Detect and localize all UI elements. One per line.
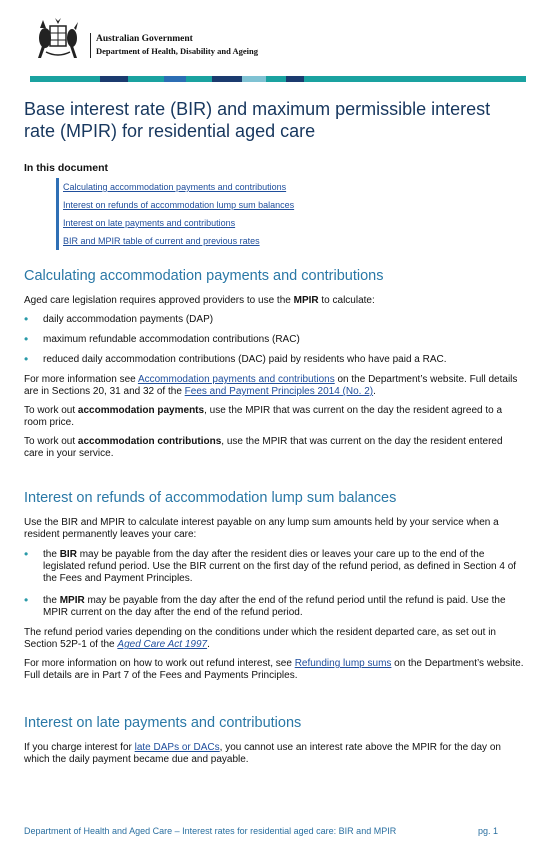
- toc-link-rates-table[interactable]: BIR and MPIR table of current and previous rates: [63, 236, 260, 246]
- refunding-lump-sums-link[interactable]: Refunding lump sums: [294, 658, 392, 669]
- header-color-bar: [30, 76, 526, 82]
- page-title: Base interest rate (BIR) and maximum permissible interest rate (MPIR) for residential aged care: [24, 99, 491, 141]
- paragraph: For more information see Accommodation payments and contributions on the Department’s website. Full details are in Sections 20, 31 and 32 of the Fees and Payment Principles 2014 (No. 2).: [24, 374, 518, 397]
- paragraph: Aged care legislation requires approved providers to use the MPIR to calculate:: [24, 295, 375, 306]
- section-late-payments: [24, 714, 524, 773]
- list-item: • the BIR may be payable from the day after the resident dies or leaves your care up to the end of the legislated refund period. Use the BIR current on the first day of the refund period, as defined in Section 4 of the Fees and Payment Principles.: [24, 549, 524, 585]
- section-calculating: [24, 267, 524, 467]
- section-heading-late-payments: Interest on late payments and contributions: [24, 715, 302, 731]
- paragraph: Use the BIR and MPIR to calculate interest payable on any lump sum amounts held by your service when a resident permanently leaves your care:: [24, 517, 499, 540]
- list-item: • daily accommodation payments (DAP): [24, 314, 524, 326]
- page-footer: Department of Health and Aged Care – Interest rates for residential aged care: BIR and MPIR: [24, 826, 397, 836]
- section-heading-calculating: Calculating accommodation payments and contributions: [24, 268, 384, 284]
- government-name: Australian Government: [96, 34, 193, 44]
- section-refunds: [24, 489, 524, 689]
- list-item: • maximum refundable accommodation contributions (RAC): [24, 334, 524, 346]
- table-of-contents: [56, 178, 294, 250]
- list-item: • reduced daily accommodation contributions (DAC) paid by residents who have paid a RAC.: [24, 354, 524, 366]
- toc-heading: In this document: [24, 162, 108, 174]
- accommodation-payments-link[interactable]: Accommodation payments and contributions: [137, 374, 335, 385]
- government-header: [32, 14, 512, 64]
- fees-payment-principles-link[interactable]: Fees and Payment Principles 2014 (No. 2): [184, 386, 374, 397]
- section-heading-refunds: Interest on refunds of accommodation lump sum balances: [24, 490, 397, 506]
- toc-link-refunds[interactable]: Interest on refunds of accommodation lump sum balances: [63, 200, 295, 210]
- paragraph: The refund period varies depending on the conditions under which the resident departed care, as set out in Section 52P-1 of the Aged Care Act 1997.: [24, 627, 496, 650]
- toc-link-calculating[interactable]: Calculating accommodation payments and contributions: [63, 182, 287, 192]
- aged-care-act-link[interactable]: Aged Care Act 1997: [117, 639, 208, 650]
- coat-of-arms-icon: [32, 14, 84, 60]
- late-daps-dacs-link[interactable]: late DAPs or DACs: [134, 742, 220, 753]
- paragraph: For more information on how to work out refund interest, see Refunding lump sums on the Department’s website. Full details are in Part 7 of the Fees and Payments Principles.: [24, 658, 524, 681]
- paragraph: To work out accommodation payments, use the MPIR that was current on the day the resident agreed to a room price.: [24, 405, 503, 428]
- list-item: • the MPIR may be payable from the day after the end of the refund period until the refund is paid. Use the MPIR current on the day after the end of the refund period.: [24, 595, 524, 619]
- toc-link-late-payments[interactable]: Interest on late payments and contributions: [63, 218, 236, 228]
- paragraph: If you charge interest for late DAPs or DACs, you cannot use an interest rate above the MPIR for the day on which the daily payment became due and payable.: [24, 742, 501, 765]
- government-name-block: [90, 33, 258, 58]
- department-name: Department of Health, Disability and Ageing: [96, 46, 258, 56]
- page-number: pg. 1: [478, 826, 499, 836]
- paragraph: To work out accommodation contributions, use the MPIR that was current on the day the resident entered care in your service.: [24, 436, 503, 459]
